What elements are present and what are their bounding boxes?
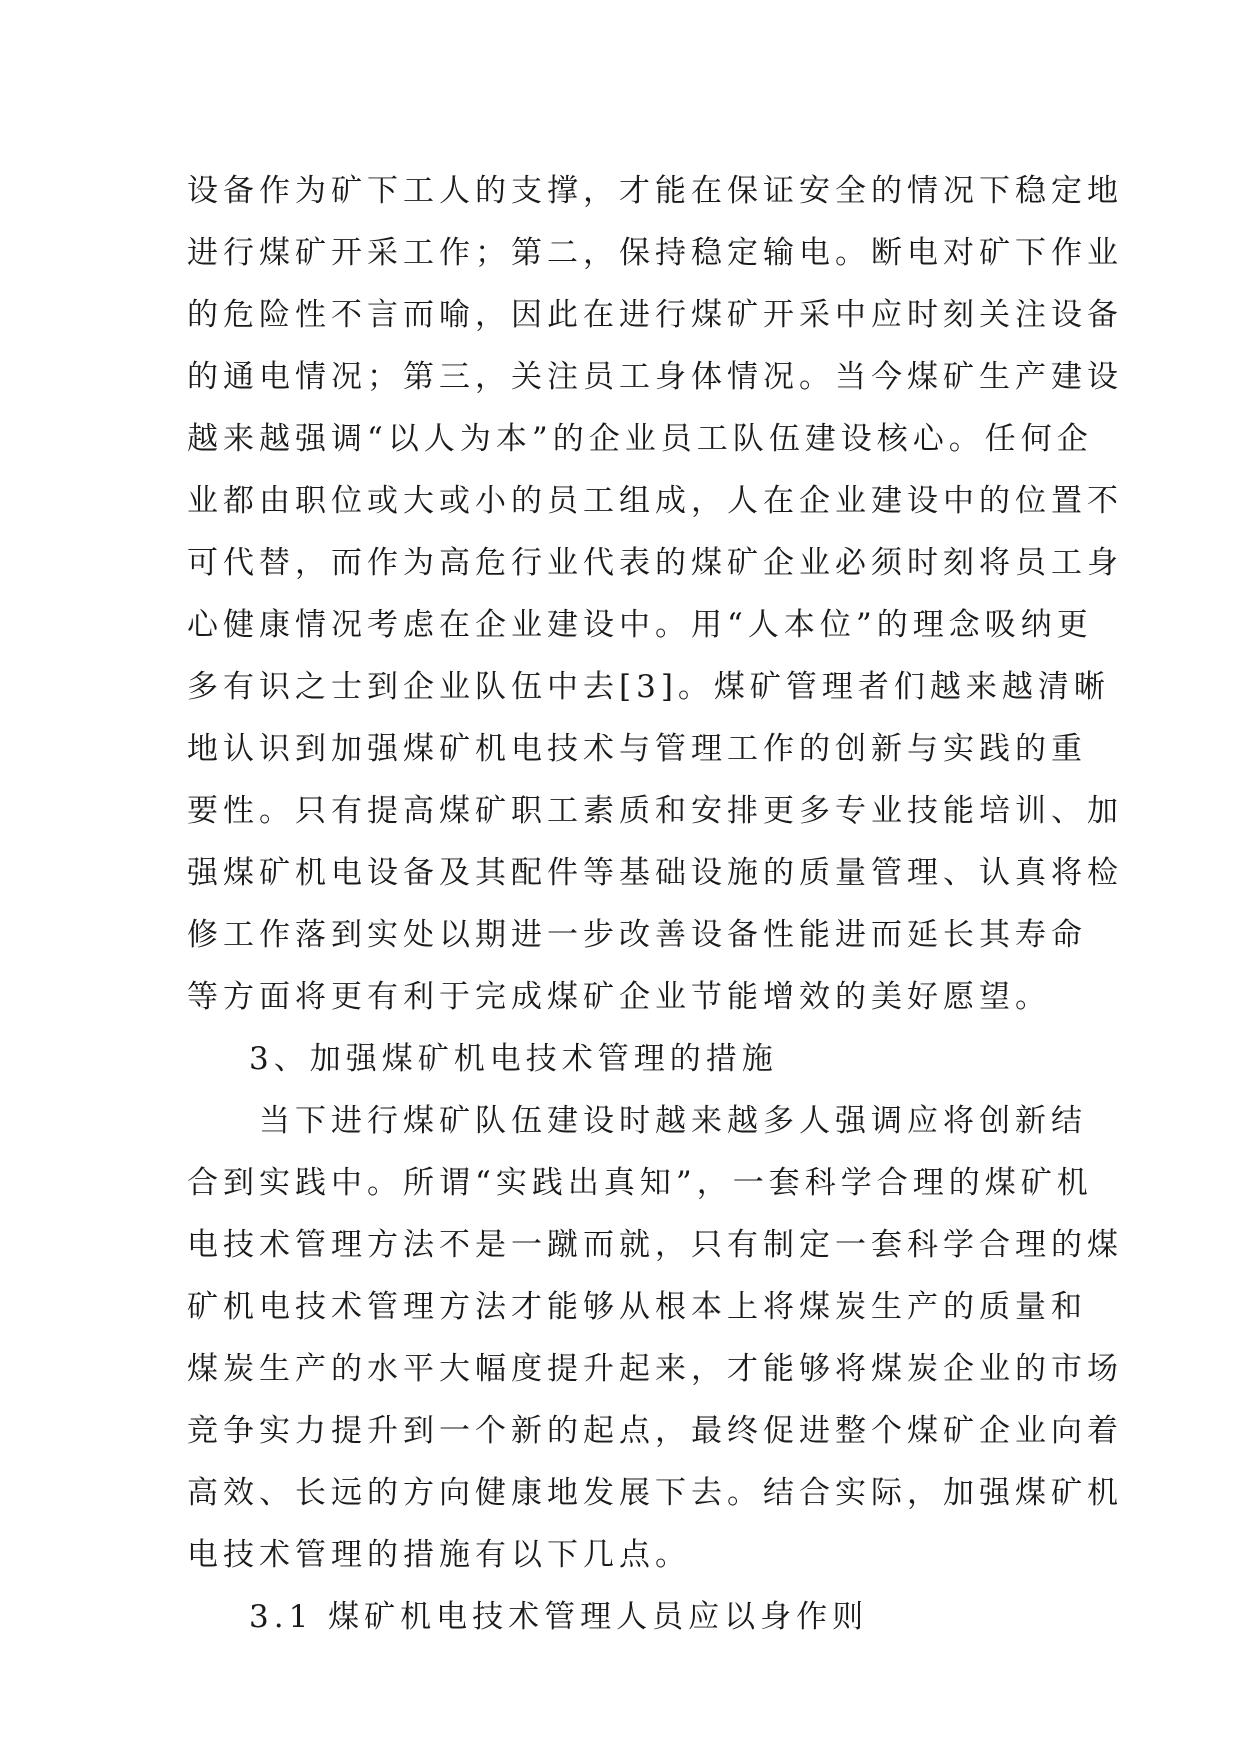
text-line: 设备作为矿下工人的支撑，才能在保证安全的情况下稳定地	[187, 173, 1123, 209]
text-line: 当下进行煤矿队伍建设时越来越多人强调应将创新结	[259, 1103, 1087, 1139]
text-line: 合到实践中。所谓“实践出真知”，一套科学合理的煤矿机	[187, 1165, 1093, 1201]
text-line: 进行煤矿开采工作；第二，保持稳定输电。断电对矿下作业	[187, 235, 1123, 271]
text-line: 的通电情况；第三，关注员工身体情况。当今煤矿生产建设	[187, 359, 1123, 395]
text-line: 煤炭生产的水平大幅度提升起来，才能够将煤炭企业的市场	[187, 1351, 1123, 1387]
text-line: 地认识到加强煤矿机电技术与管理工作的创新与实践的重	[187, 731, 1087, 767]
text-line: 等方面将更有利于完成煤矿企业节能增效的美好愿望。	[187, 979, 1051, 1015]
text-line: 强煤矿机电设备及其配件等基础设施的质量管理、认真将检	[187, 855, 1123, 891]
text-line: 修工作落到实处以期进一步改善设备性能进而延长其寿命	[187, 917, 1087, 953]
text-line: 电技术管理方法不是一蹴而就，只有制定一套科学合理的煤	[187, 1227, 1123, 1263]
text-line: 矿机电技术管理方法才能够从根本上将煤炭生产的质量和	[187, 1289, 1087, 1325]
text-line: 心健康情况考虑在企业建设中。用“人本位”的理念吸纳更	[187, 607, 1093, 643]
text-line: 业都由职位或大或小的员工组成，人在企业建设中的位置不	[187, 483, 1123, 519]
body-text	[187, 160, 1123, 1648]
text-line: 高效、长远的方向健康地发展下去。结合实际，加强煤矿机	[187, 1475, 1123, 1511]
text-line: 可代替，而作为高危行业代表的煤矿企业必须时刻将员工身	[187, 545, 1123, 581]
text-line: 要性。只有提高煤矿职工素质和安排更多专业技能培训、加	[187, 793, 1123, 829]
text-line: 电技术管理的措施有以下几点。	[187, 1537, 691, 1573]
text-line: 多有识之士到企业队伍中去[3]。煤矿管理者们越来越清晰	[187, 669, 1110, 705]
section-heading: 3、加强煤矿机电技术管理的措施	[249, 1041, 778, 1077]
text-line: 竞争实力提升到一个新的起点，最终促进整个煤矿企业向着	[187, 1413, 1123, 1449]
text-line: 的危险性不言而喻，因此在进行煤矿开采中应时刻关注设备	[187, 297, 1123, 333]
text-line: 越来越强调“以人为本”的企业员工队伍建设核心。任何企	[187, 421, 1093, 457]
subsection-heading: 3.1 煤矿机电技术管理人员应以身作则	[249, 1599, 869, 1635]
